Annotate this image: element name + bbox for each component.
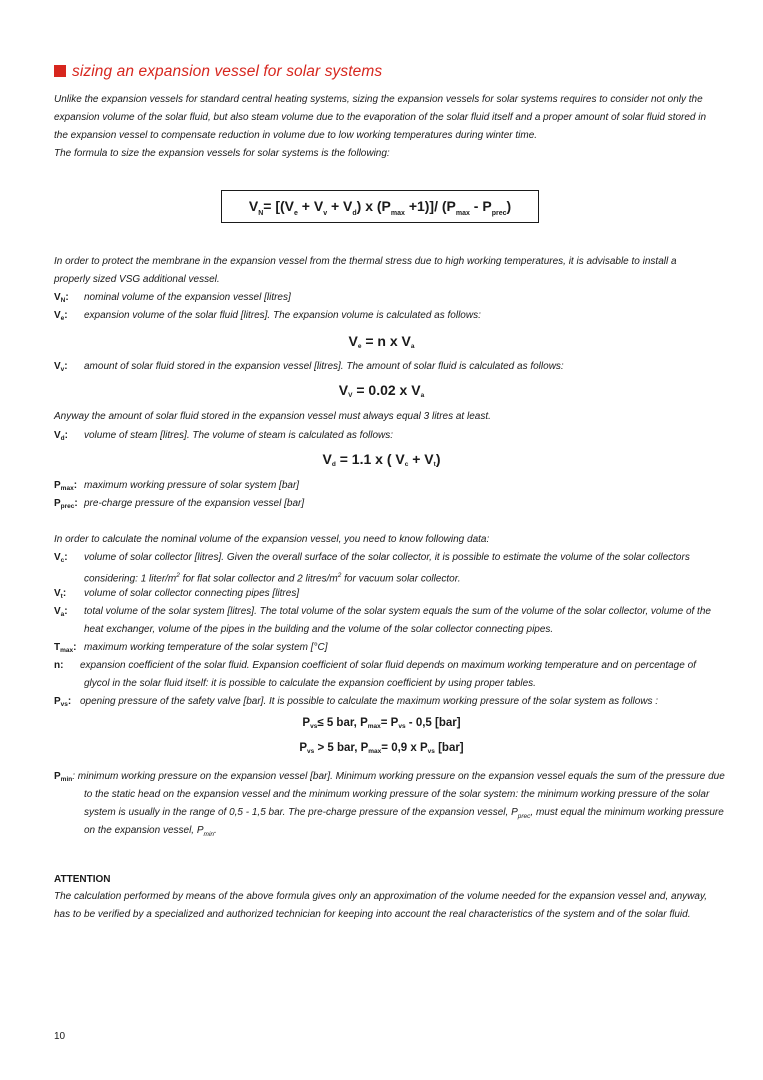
def-vt-text: volume of solar collector connecting pipes [litres] — [84, 588, 300, 599]
def-pprec-symbol: $P_{prec}$: — [54, 498, 78, 510]
def-vc-text-2: considering: 1 liter/$m^2$ for flat solar collector and 2 litres/$m^2$ for vacuum solar collector. — [84, 572, 461, 585]
section-title-text: sizing an expansion vessel for solar systems — [72, 63, 383, 80]
page-number: 10 — [54, 1031, 66, 1042]
def-pmax-symbol: $P_{max}$: — [54, 480, 78, 492]
def-vc-text-1: volume of solar collector [litres]. Given the overall surface of the solar collector, it is possible to estimate the volume of the solar collectors — [84, 552, 690, 563]
anyway-note: Anyway the amount of solar fluid stored in the expansion vessel must always equal 3 litres at least. — [54, 411, 491, 422]
def-vd-symbol: $V_d$: — [54, 430, 68, 442]
def-va-text-2: heat exchanger, volume of the pipes in the building and the volume of the solar collector connecting pipes. — [84, 624, 554, 635]
def-tmax-symbol: $T_{max}$: — [54, 642, 77, 654]
section-title — [54, 63, 382, 81]
def-pvs-symbol: $P_{vs}$: — [54, 696, 72, 708]
pvs-formula-2: $P_{vs} > 5$ bar, $P_{max}= 0,9$ x $P_{vs}$ [bar] — [299, 742, 464, 755]
def-pmin-text-3: system is usually in the range of 0,5 - 1,5 bar. The pre-charge pressure of the expansion vessel, $P_{prec}$, must equal the minimum working pressure — [84, 807, 724, 820]
def-pmin-text-4: on the expansion vessel, $P_{min}$. — [84, 825, 217, 838]
attention-text: The calculation performed by means of the above formula gives only an approximation of the volume needed for the expansion vessel and, anyway, has to be verified by a specialized and authorized technician for keeping into account the real characteristics of the system and of the solar fluid. — [54, 891, 707, 920]
def-pmax-text: maximum working pressure of solar system [bar] — [84, 480, 300, 491]
vd-formula: $V_d = 1.1$ x ( $V_c + V_t$) — [322, 451, 441, 468]
def-vt-symbol: $V_t$: — [54, 588, 67, 600]
def-vn-text: nominal volume of the expansion vessel [litres] — [84, 292, 291, 303]
formula-intro: The formula to size the expansion vessels for solar systems is the following: — [54, 148, 390, 159]
def-vv-text: amount of solar fluid stored in the expansion vessel [litres]. The amount of solar fluid is calculated as follows: — [84, 361, 564, 372]
def-vc-symbol: $V_c$: — [54, 552, 68, 564]
protect-paragraph: In order to protect the membrane in the expansion vessel from the thermal stress due to high working temperatures, it is advisable to install a properly sized VSG additional vessel. — [54, 256, 677, 285]
def-vd-text: volume of steam [litres]. The volume of steam is calculated as follows: — [84, 430, 394, 441]
def-pvs-text: opening pressure of the safety valve [bar]. It is possible to calculate the maximum working pressure of the solar system as follows : — [80, 696, 659, 707]
pvs-formula-1: $P_{vs}\le 5$ bar, $P_{max}= P_{vs} - 0,5$ [bar] — [302, 717, 461, 730]
main-formula-box: $V_N= [(V_e + V_v + V_d)$ x $(P_{max} +1)]/$ $(P_{max} - P_{prec})$ — [221, 190, 539, 223]
def-va-symbol: $V_a$: — [54, 606, 68, 618]
def-pprec-text: pre-charge pressure of the expansion vessel [bar] — [84, 498, 305, 509]
def-vn-symbol: $V_N$: — [54, 292, 69, 304]
def-pmin-text-2: to the static head on the expansion vessel and the minimum working pressure of the solar system: the minimum working pressure of the solar — [84, 789, 710, 800]
red-square-icon — [54, 65, 66, 77]
def-va-text-1: total volume of the solar system [litres]. The total volume of the solar system equals the sum of the volume of the solar collector, volume of the — [84, 606, 711, 617]
vv-formula: $V_V = 0.02$ x $V_a$ — [338, 382, 425, 399]
data-intro: In order to calculate the nominal volume of the expansion vessel, you need to know following data: — [54, 534, 490, 545]
ve-formula: $V_e = n$ x $V_a$ — [348, 333, 415, 350]
def-pmin-symbol: $P_{min}$: minimum working pressure on the expansion vessel [bar]. Minimum working pressure on the expansion vessel equals the sum of the pressure due — [54, 771, 725, 783]
def-ve-symbol: $V_e$: — [54, 310, 68, 322]
def-ve-text: expansion volume of the solar fluid [litres]. The expansion volume is calculated as follows: — [84, 310, 481, 321]
def-n-symbol: n: — [54, 660, 64, 671]
def-vv-symbol: $V_v$: — [54, 361, 68, 373]
def-n-text-1: expansion coefficient of the solar fluid. Expansion coefficient of solar fluid depends on maximum working temperature and on percentage of — [80, 660, 696, 671]
intro-paragraph: Unlike the expansion vessels for standard central heating systems, sizing the expansion vessels for solar systems requires to consider not only the expansion volume of the solar fluid, but also steam volume due to the evaporation of the solar fluid itself and a proper amount of solar fluid stored in the expansion vessel to compensate reduction in volume due to low working temperatures during winter time. — [54, 94, 707, 141]
def-n-text-2: glycol in the solar fluid itself: it is possible to calculate the expansion coefficient by using proper tables. — [84, 678, 536, 689]
attention-heading: ATTENTION — [54, 874, 111, 885]
def-tmax-text: maximum working temperature of the solar system [°C] — [84, 642, 328, 653]
